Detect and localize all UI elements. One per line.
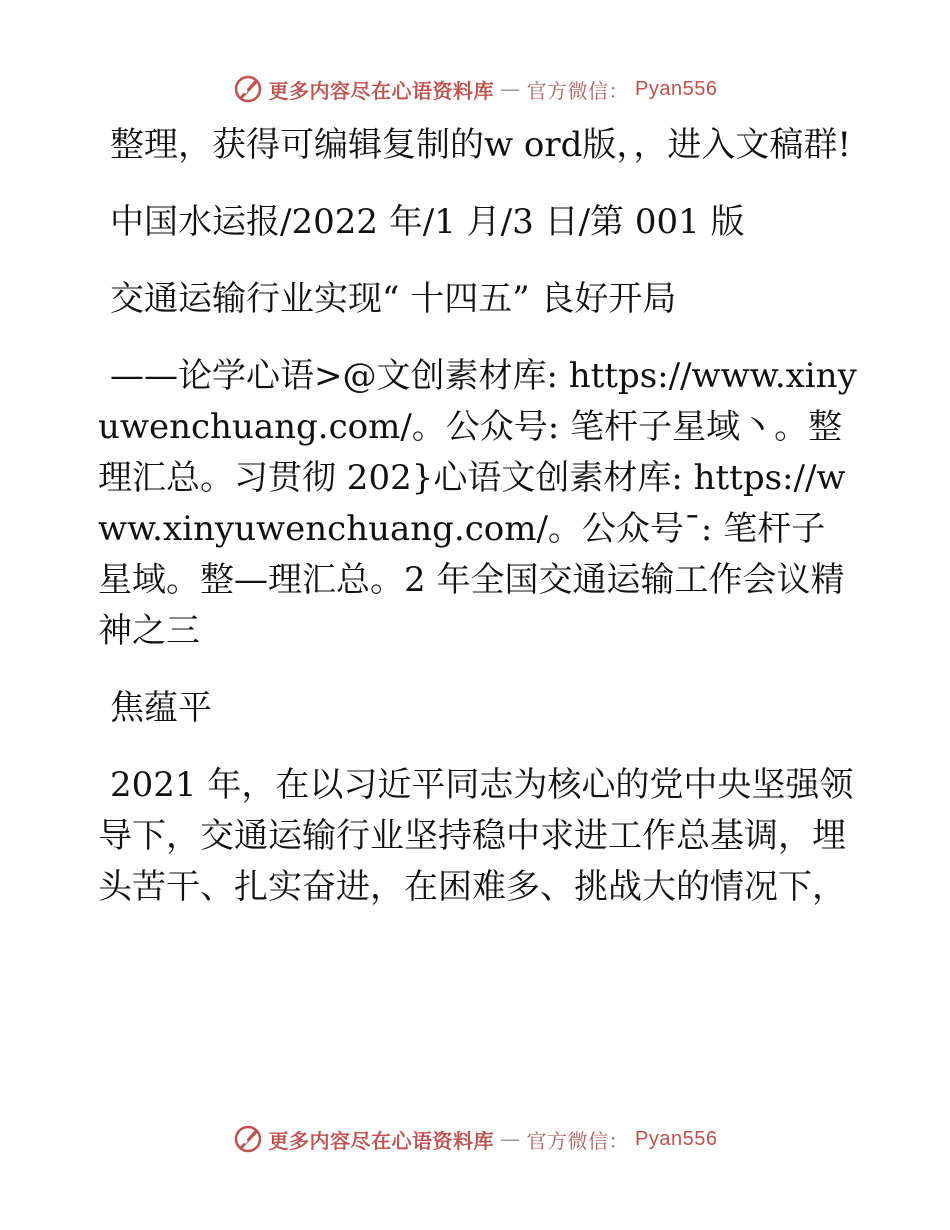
quill-logo-icon	[233, 74, 263, 104]
watermark-dash: —	[500, 77, 521, 101]
watermark-account: Pyan556	[635, 77, 718, 100]
article-title: 交通运输行业实现“ 十四五” 良好开局	[110, 279, 677, 319]
footer-watermark	[0, 1124, 950, 1154]
watermark-brand: 更多内容尽在心语资料库	[268, 1128, 495, 1153]
author-name: 焦蕴平	[110, 688, 212, 728]
watermark-dash: —	[500, 1127, 521, 1151]
watermark-label: 官方微信：	[526, 78, 630, 103]
header-watermark	[0, 74, 950, 104]
quill-logo-icon	[233, 1124, 263, 1154]
watermark-brand: 更多内容尽在心语资料库	[268, 78, 495, 103]
intro-paragraph: 整理，获得可编辑复制的w ord版，，进入文稿群!	[110, 125, 852, 165]
source-line: 中国水运报/2022 年/1 月/3 日/第 001 版	[110, 202, 745, 242]
body-paragraph: 2021 年，在以习近平同志为核心的党中央坚强领导下，交通运输行业坚持稳中求进工作总基调，埋头苦干、扎实奋进，在困难多、挑战大的情况下，	[98, 765, 854, 907]
watermark-account: Pyan556	[635, 1127, 718, 1150]
document-body	[98, 120, 858, 939]
subtitle-paragraph: ——论学心语>@文创素材库: https://www.xinyuwenchuang.com/。公众号: 笔杆子星域丶。整理汇总。习贯彻 202}心语文创素材库: https://www.xinyuwenchuang.com/。公众号¯: 笔杆子星域。整—理汇总。2 年全国交通运输工作会议精神之三	[98, 356, 857, 651]
watermark-label: 官方微信：	[526, 1128, 630, 1153]
